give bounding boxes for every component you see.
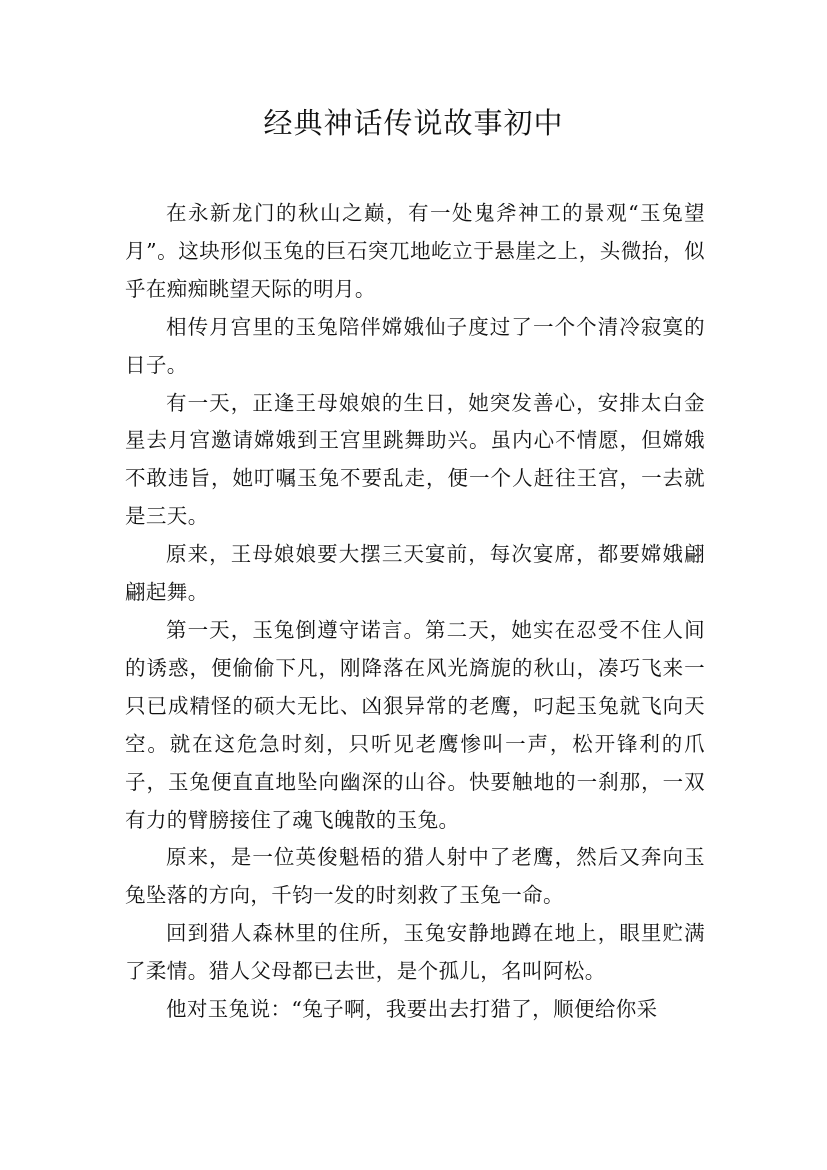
paragraph: 有一天，正逢王母娘娘的生日，她突发善心，安排太白金星去月宫邀请嫦娥到王宫里跳舞助兴。虽内心不情愿，但嫦娥不敢违旨，她叮嘱玉兔不要乱走，便一个人赶往王宫，一去就是三天。 — [125, 390, 705, 529]
document-title: 经典神话传说故事初中 — [263, 106, 564, 140]
paragraph: 回到猎人森林里的住所，玉兔安静地蹲在地上，眼里贮满了柔情。猎人父母都已去世，是个孤儿，名叫阿松。 — [125, 921, 705, 984]
paragraph: 在永新龙门的秋山之巅，有一处鬼斧神工的景观“玉兔望月”。这块形似玉兔的巨石突兀地屹立于悬崖之上，头微抬，似乎在痴痴眺望天际的明月。 — [125, 201, 705, 301]
paragraph: 原来，王母娘娘要大摆三天宴前，每次宴席，都要嫦娥翩翩起舞。 — [125, 542, 705, 605]
document-body — [125, 195, 705, 1029]
paragraph: 相传月宫里的玉兔陪伴嫦娥仙子度过了一个个清冷寂寞的日子。 — [125, 314, 705, 377]
paragraph: 他对玉兔说：“兔子啊，我要出去打猎了，顺便给你采 — [166, 997, 658, 1022]
paragraph: 第一天，玉兔倒遵守诺言。第二天，她实在忍受不住人间的诱惑，便偷偷下凡，刚降落在风光旖旎的秋山，凑巧飞来一只已成精怪的硕大无比、凶狠异常的老鹰，叼起玉兔就飞向天空。就在这危急时刻，只听见老鹰惨叫一声，松开锋利的爪子，玉兔便直直地坠向幽深的山谷。快要触地的一刹那，一双有力的臂膀接住了魂飞魄散的玉兔。 — [125, 617, 705, 832]
paragraph: 原来，是一位英俊魁梧的猎人射中了老鹰，然后又奔向玉兔坠落的方向，千钧一发的时刻救了玉兔一命。 — [125, 845, 705, 908]
